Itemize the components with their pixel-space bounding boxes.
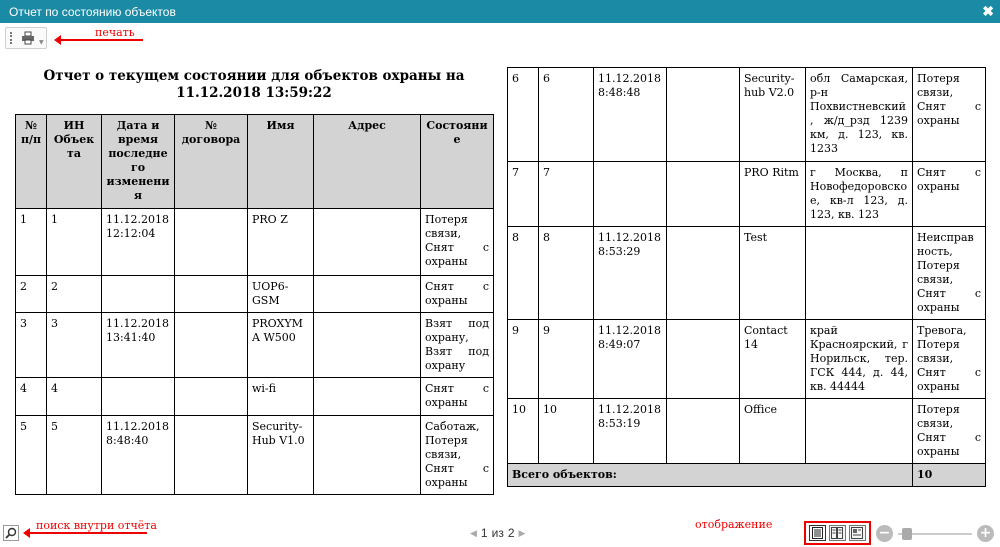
state-line: Потеря [425,434,468,447]
state-line: охрану [425,359,466,372]
cell-date: 11.12.2018 12:12:04 [102,209,175,276]
table-row [508,399,986,464]
page-of-label: из [491,526,504,540]
view-mode-group [804,521,871,545]
zoom-control [876,525,994,543]
header-object-id: ИН Объекта [47,115,102,209]
cell-address [314,416,421,495]
cell-contract [667,162,740,227]
state-line: связи, [425,448,462,461]
cell-date: 11.12.2018 8:53:19 [594,399,667,464]
table-row [508,162,986,227]
table-row [508,227,986,320]
state-line: охрану, [425,331,469,344]
state-line: Снят с [425,280,489,293]
report-page-right [500,62,992,495]
cell-date: 11.12.2018 13:41:40 [102,313,175,378]
header-date: Дата и время последнего изменения [102,115,175,209]
state-line: связи, [917,417,954,430]
cell-state [421,378,494,416]
cell-address [314,276,421,313]
zoom-in-icon[interactable]: + [977,525,994,542]
window-titlebar [0,0,1000,23]
header-state: Состояние [421,115,494,209]
cell-object-id: 10 [539,399,594,464]
cell-address: г Москва, п Новофедоровское, кв-л 123, д. 123, кв. 123 [806,162,913,227]
cell-num: 1 [16,209,47,276]
cell-state [913,399,986,464]
state-line: связи, [917,352,954,365]
cell-date: 11.12.2018 8:48:48 [594,68,667,162]
cell-object-id: 2 [47,276,102,313]
cell-contract [175,276,248,313]
state-line: охраны [917,445,960,458]
cell-state [421,276,494,313]
table-row [16,378,494,416]
total-value: 10 [913,464,986,487]
cell-name: Test [740,227,806,320]
cell-state [421,313,494,378]
cell-object-id: 1 [47,209,102,276]
state-line: ность, [917,245,953,258]
prev-page-icon[interactable]: ◀ [470,527,477,538]
cell-object-id: 9 [539,320,594,399]
cell-name: wi-fi [248,378,314,416]
state-line: Снят с [425,462,489,475]
state-line: Снят с [425,241,489,254]
state-line: Тревога, [917,324,967,337]
cell-num: 5 [16,416,47,495]
cell-object-id: 6 [539,68,594,162]
state-line: Снят с [917,287,981,300]
state-line: Потеря [917,72,960,85]
cell-name: PRO Z [248,209,314,276]
cell-contract [667,399,740,464]
single-page-view-icon[interactable] [809,525,826,541]
cell-contract [667,320,740,399]
state-line: Потеря [917,259,960,272]
cell-state [913,162,986,227]
header-num: № п/п [16,115,47,209]
cell-num: 7 [508,162,539,227]
cell-state [421,209,494,276]
state-line: Неисправ [917,231,974,244]
page-current: 1 [480,526,488,540]
cell-name: Security-Hub V1.0 [248,416,314,495]
pager [470,526,525,540]
report-toolbar [5,27,47,49]
state-line: связи, [425,227,462,240]
cell-name: UOP6-GSM [248,276,314,313]
table-row [16,313,494,378]
cell-num: 3 [16,313,47,378]
cell-object-id: 7 [539,162,594,227]
cell-object-id: 8 [539,227,594,320]
cell-state [913,227,986,320]
cell-address [314,209,421,276]
annotation-print-arrow [60,39,143,41]
total-row [508,464,986,487]
table-row [508,320,986,399]
state-line: Потеря [917,403,960,416]
cell-address [806,227,913,320]
toolbar-grip[interactable] [10,32,14,44]
window-title: Отчет по состоянию объектов [9,4,176,19]
cell-state [913,320,986,399]
table-row [16,276,494,313]
cell-state [421,416,494,495]
cell-object-id: 4 [47,378,102,416]
cell-num: 10 [508,399,539,464]
state-line: Взят под [425,345,489,358]
state-line: охраны [425,396,468,409]
state-line: связи, [917,273,954,286]
cell-address [806,399,913,464]
cell-object-id: 5 [47,416,102,495]
cell-name: PROXYMA W500 [248,313,314,378]
state-line: связи, [917,86,954,99]
print-dropdown-icon[interactable]: ▼ [39,38,44,46]
state-line: Снят с [917,166,981,179]
cell-date [102,378,175,416]
cell-date: 11.12.2018 8:49:07 [594,320,667,399]
continuous-view-icon[interactable] [849,525,866,541]
cell-name: Contact 14 [740,320,806,399]
printer-icon[interactable] [21,31,35,45]
table-row [16,416,494,495]
cell-num: 4 [16,378,47,416]
cell-address [314,378,421,416]
report-table-left [15,114,494,495]
state-line: Снят с [917,366,981,379]
report-page-left [8,62,500,495]
annotation-display: отображение [695,518,773,531]
cell-address: край Красноярский, г Норильск, тер. ГСК 444, д. 44, кв. 44444 [806,320,913,399]
state-line: охраны [917,301,960,314]
total-label: Всего объектов: [508,464,913,487]
state-line: Снят с [917,100,981,113]
report-table-right [507,67,986,487]
cell-contract [667,68,740,162]
table-row [508,68,986,162]
state-line: охраны [425,476,468,489]
zoom-out-icon[interactable]: − [876,525,893,542]
state-line: охраны [917,114,960,127]
cell-num: 9 [508,320,539,399]
next-page-icon[interactable]: ▶ [518,527,526,538]
cell-contract [175,378,248,416]
page-total: 2 [507,526,515,540]
state-line: Снят с [917,431,981,444]
annotation-print: печать [95,26,135,39]
state-line: охраны [917,180,960,193]
cell-name: PRO Ritm [740,162,806,227]
state-line: охраны [425,294,468,307]
zoom-slider-thumb[interactable] [902,528,912,540]
annotation-search-arrow [29,532,147,534]
header-contract: № договора [175,115,248,209]
header-address: Адрес [314,115,421,209]
cell-object-id: 3 [47,313,102,378]
cell-contract [667,227,740,320]
state-line: Потеря [425,213,468,226]
cell-name: Office [740,399,806,464]
cell-state [913,68,986,162]
cell-contract [175,209,248,276]
cell-num: 6 [508,68,539,162]
state-line: охраны [917,380,960,393]
annotation-search: поиск внутри отчёта [36,519,157,532]
cell-date [594,162,667,227]
report-title: Отчет о текущем состоянии для объектов охраны на 11.12.2018 13:59:22 [43,68,465,101]
cell-address: обл Самарская, р-н Похвистневский, ж/д_рзд 1239 км, д. 123, кв. 1233 [806,68,913,162]
state-line: Взят под [425,317,489,330]
cell-contract [175,313,248,378]
cell-contract [175,416,248,495]
magnifier-icon[interactable] [3,525,19,541]
table-row [16,209,494,276]
state-line: Снят с [425,382,489,395]
cell-date: 11.12.2018 8:48:40 [102,416,175,495]
state-line: Саботаж, [425,420,480,433]
cell-name: Security-hub V2.0 [740,68,806,162]
state-line: Потеря [917,338,960,351]
cell-date: 11.12.2018 8:53:29 [594,227,667,320]
two-page-view-icon[interactable] [829,525,846,541]
cell-num: 2 [16,276,47,313]
cell-date [102,276,175,313]
header-name: Имя [248,115,314,209]
cell-address [314,313,421,378]
state-line: охраны [425,255,468,268]
cell-num: 8 [508,227,539,320]
close-icon[interactable]: ✖ [982,3,994,19]
